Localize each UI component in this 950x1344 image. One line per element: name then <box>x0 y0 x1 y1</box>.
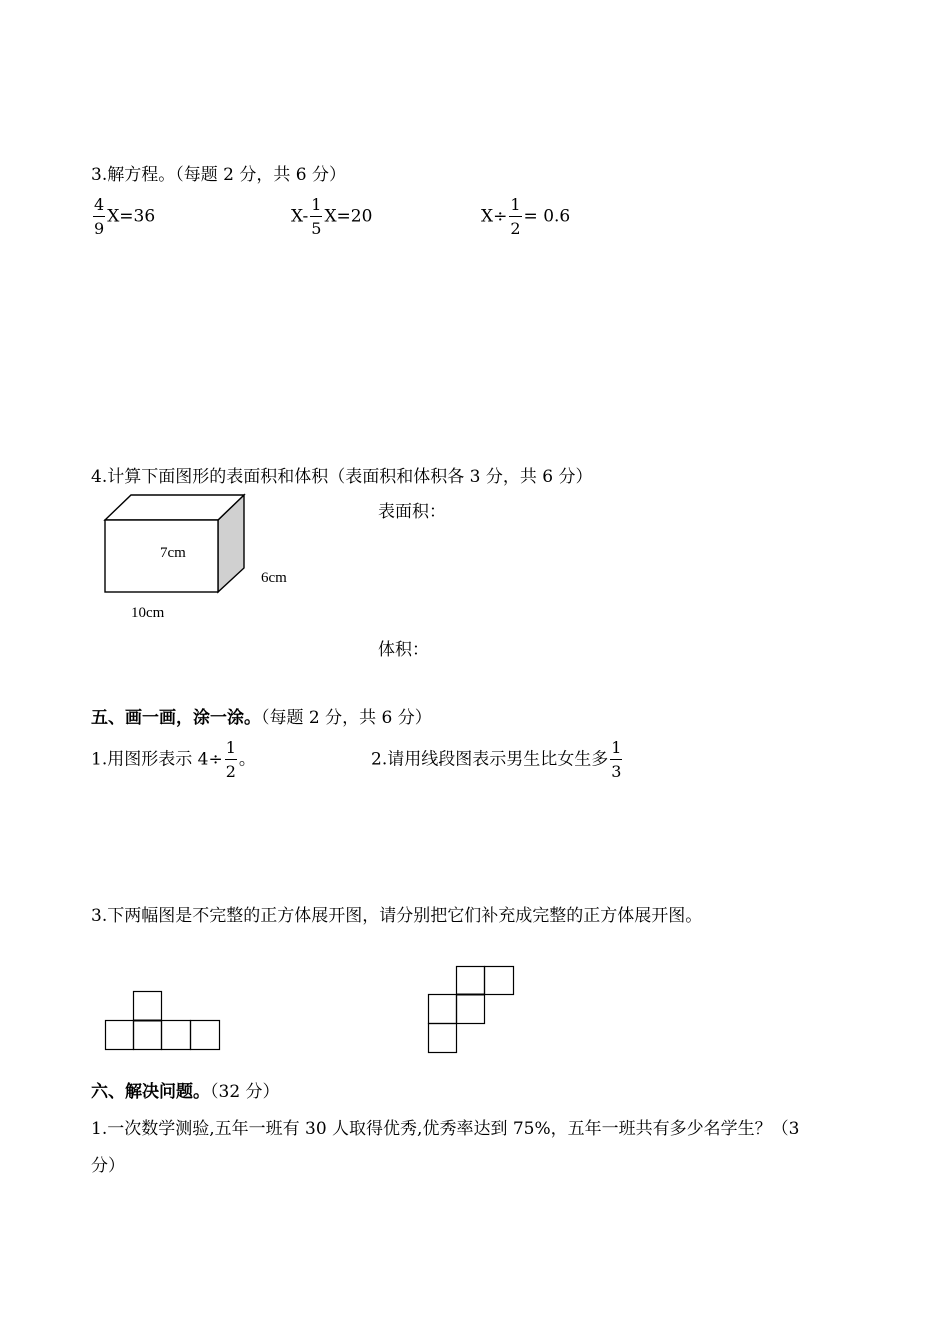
cube-net-2 <box>427 965 519 1057</box>
net-square <box>457 995 485 1024</box>
fraction-denominator: 3 <box>611 762 622 781</box>
fraction <box>610 740 622 780</box>
equation-2 <box>291 197 372 237</box>
cube-net-1 <box>104 990 224 1052</box>
fraction-numerator: 4 <box>93 197 105 217</box>
dim-height-label: 7cm <box>160 545 186 561</box>
s5-item-1 <box>91 740 256 780</box>
surface-area-label: 表面积： <box>378 502 446 522</box>
dim-length-label: 10cm <box>131 605 165 621</box>
net-square <box>162 1021 191 1050</box>
item-text: 。 <box>238 749 256 770</box>
equation-1 <box>91 197 155 237</box>
net-square <box>134 1021 162 1050</box>
q4-heading: 4.计算下面图形的表面积和体积（表面积和体积各 3 分，共 6 分） <box>91 467 593 487</box>
fraction-numerator: 1 <box>225 740 237 760</box>
fraction-numerator: 1 <box>509 197 521 217</box>
equation-text: X=36 <box>107 206 156 227</box>
volume-label: 体积： <box>378 640 429 660</box>
section-5-heading <box>91 703 432 728</box>
net-square <box>457 967 485 995</box>
q3-heading: 3.解方程。（每题 2 分，共 6 分） <box>91 165 346 185</box>
equation-3 <box>481 197 570 237</box>
net-square <box>134 992 162 1021</box>
fraction-numerator: 1 <box>610 740 622 760</box>
net-square <box>429 995 457 1024</box>
section-6-heading <box>91 1077 280 1102</box>
equation-text: X÷ <box>481 206 508 227</box>
section-score: （32 分） <box>210 1082 280 1102</box>
fraction-numerator: 1 <box>310 197 322 217</box>
fraction <box>509 197 521 237</box>
net-square <box>485 967 514 995</box>
item-text: 1.用图形表示 4÷ <box>91 749 223 770</box>
dim-depth-label: 6cm <box>261 570 287 586</box>
net-square <box>106 1021 134 1050</box>
section-title: 六、解决问题。 <box>91 1082 210 1102</box>
equation-text: X=20 <box>324 206 373 227</box>
s6-q1-line-2: 分） <box>91 1156 125 1176</box>
fraction <box>310 197 322 237</box>
equation-text: = 0.6 <box>523 206 571 227</box>
fraction-denominator: 2 <box>510 219 521 238</box>
s5-item-3: 3.下两幅图是不完整的正方体展开图，请分别把它们补充成完整的正方体展开图。 <box>91 906 703 926</box>
fraction-denominator: 2 <box>225 762 236 781</box>
section-title: 五、画一画，涂一涂。 <box>91 708 261 728</box>
item-text: 2.请用线段图表示男生比女生多 <box>371 749 609 770</box>
section-score: （每题 2 分，共 6 分） <box>261 708 432 728</box>
net-square <box>191 1021 220 1050</box>
fraction-denominator: 9 <box>94 219 105 238</box>
net-square <box>429 1024 457 1053</box>
fraction <box>93 197 105 237</box>
equation-text: X- <box>291 206 309 227</box>
s6-q1-line-1: 1.一次数学测验,五年一班有 30 人取得优秀,优秀率达到 75%，五年一班共有多少名学生？（3 <box>91 1119 800 1139</box>
fraction <box>225 740 237 780</box>
fraction-denominator: 5 <box>311 219 322 238</box>
s5-item-2 <box>371 740 624 780</box>
